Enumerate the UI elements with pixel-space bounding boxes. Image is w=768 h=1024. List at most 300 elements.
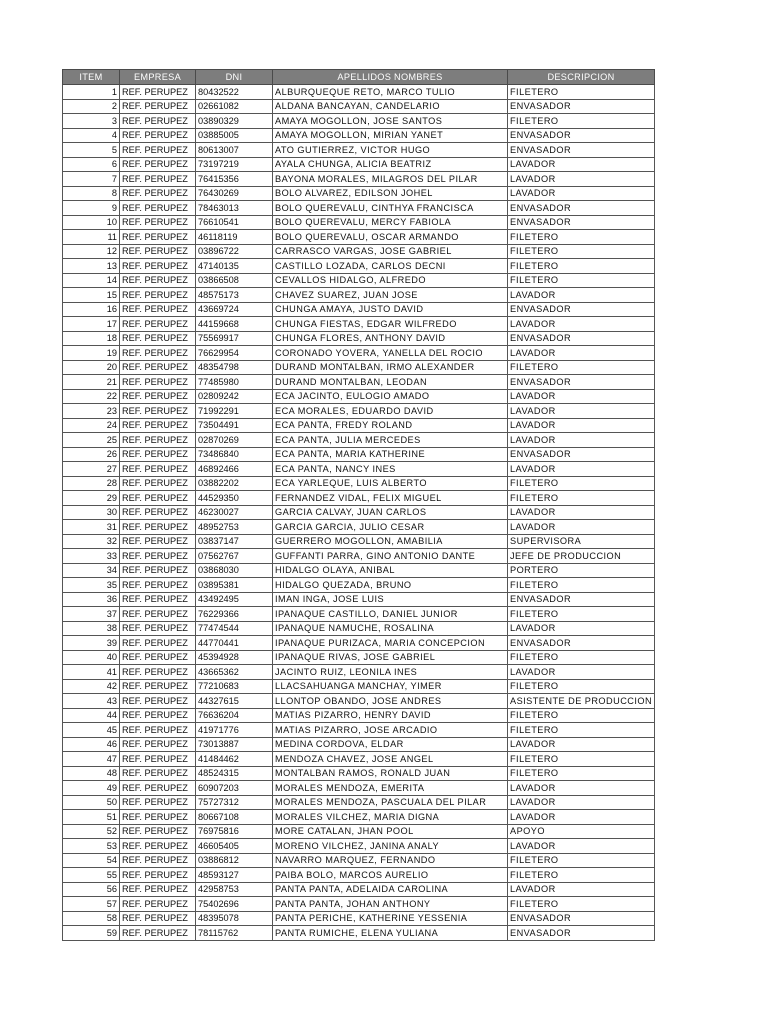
- cell-apellidos-nombres: ATO GUTIERREZ, VICTOR HUGO: [273, 143, 508, 158]
- cell-dni: 02661082: [196, 99, 273, 114]
- cell-descripcion: LAVADOR: [508, 433, 655, 448]
- table-row: [63, 462, 655, 477]
- cell-apellidos-nombres: HIDALGO OLAYA, ANIBAL: [273, 563, 508, 578]
- table-row: [63, 215, 655, 230]
- cell-dni: 47140135: [196, 259, 273, 274]
- cell-item: 2: [63, 99, 120, 114]
- table-row: [63, 650, 655, 665]
- cell-descripcion: SUPERVISORA: [508, 534, 655, 549]
- cell-empresa: REF. PERUPEZ: [120, 331, 196, 346]
- table-row: [63, 563, 655, 578]
- cell-descripcion: LAVADOR: [508, 737, 655, 752]
- table-row: [63, 114, 655, 129]
- cell-item: 7: [63, 172, 120, 187]
- cell-descripcion: LAVADOR: [508, 810, 655, 825]
- cell-empresa: REF. PERUPEZ: [120, 795, 196, 810]
- cell-item: 33: [63, 549, 120, 564]
- cell-descripcion: LAVADOR: [508, 795, 655, 810]
- cell-apellidos-nombres: CHAVEZ SUAREZ, JUAN JOSE: [273, 288, 508, 303]
- cell-item: 59: [63, 926, 120, 941]
- cell-apellidos-nombres: GARCIA GARCIA, JULIO CESAR: [273, 520, 508, 535]
- cell-item: 15: [63, 288, 120, 303]
- cell-descripcion: LAVADOR: [508, 389, 655, 404]
- cell-dni: 77474544: [196, 621, 273, 636]
- cell-descripcion: FILETERO: [508, 766, 655, 781]
- table-row: [63, 259, 655, 274]
- cell-descripcion: FILETERO: [508, 273, 655, 288]
- cell-empresa: REF. PERUPEZ: [120, 621, 196, 636]
- cell-dni: 44159668: [196, 317, 273, 332]
- cell-empresa: REF. PERUPEZ: [120, 215, 196, 230]
- cell-dni: 03896722: [196, 244, 273, 259]
- cell-item: 57: [63, 897, 120, 912]
- cell-empresa: REF. PERUPEZ: [120, 563, 196, 578]
- cell-item: 21: [63, 375, 120, 390]
- cell-empresa: REF. PERUPEZ: [120, 259, 196, 274]
- table-row: [63, 273, 655, 288]
- column-header-item: ITEM: [63, 70, 120, 85]
- cell-item: 32: [63, 534, 120, 549]
- cell-dni: 46605405: [196, 839, 273, 854]
- table-row: [63, 795, 655, 810]
- cell-descripcion: ENVASADOR: [508, 215, 655, 230]
- cell-apellidos-nombres: ECA MORALES, EDUARDO DAVID: [273, 404, 508, 419]
- employee-table: [62, 69, 655, 941]
- cell-dni: 02809242: [196, 389, 273, 404]
- cell-item: 22: [63, 389, 120, 404]
- cell-dni: 45394928: [196, 650, 273, 665]
- cell-item: 18: [63, 331, 120, 346]
- cell-item: 23: [63, 404, 120, 419]
- table-row: [63, 172, 655, 187]
- cell-descripcion: ENVASADOR: [508, 143, 655, 158]
- cell-descripcion: ENVASADOR: [508, 926, 655, 941]
- cell-dni: 76229366: [196, 607, 273, 622]
- cell-item: 14: [63, 273, 120, 288]
- cell-apellidos-nombres: MORALES VILCHEZ, MARIA DIGNA: [273, 810, 508, 825]
- table-row: [63, 549, 655, 564]
- table-row: [63, 766, 655, 781]
- table-row: [63, 288, 655, 303]
- cell-descripcion: FILETERO: [508, 578, 655, 593]
- cell-descripcion: ENVASADOR: [508, 911, 655, 926]
- cell-item: 40: [63, 650, 120, 665]
- cell-empresa: REF. PERUPEZ: [120, 534, 196, 549]
- cell-apellidos-nombres: CORONADO YOVERA, YANELLA DEL ROCIO: [273, 346, 508, 361]
- cell-dni: 03890329: [196, 114, 273, 129]
- column-header-dni: DNI: [196, 70, 273, 85]
- cell-item: 52: [63, 824, 120, 839]
- header-row: [63, 70, 655, 85]
- cell-descripcion: LAVADOR: [508, 665, 655, 680]
- cell-dni: 78463013: [196, 201, 273, 216]
- cell-descripcion: LAVADOR: [508, 317, 655, 332]
- cell-descripcion: LAVADOR: [508, 621, 655, 636]
- cell-apellidos-nombres: BOLO QUEREVALU, MERCY FABIOLA: [273, 215, 508, 230]
- cell-dni: 76415356: [196, 172, 273, 187]
- cell-dni: 03837147: [196, 534, 273, 549]
- table-row: [63, 476, 655, 491]
- cell-dni: 03866508: [196, 273, 273, 288]
- cell-dni: 77485980: [196, 375, 273, 390]
- cell-apellidos-nombres: IPANAQUE PURIZACA, MARIA CONCEPCION: [273, 636, 508, 651]
- cell-empresa: REF. PERUPEZ: [120, 433, 196, 448]
- table-row: [63, 128, 655, 143]
- table-row: [63, 737, 655, 752]
- cell-descripcion: LAVADOR: [508, 288, 655, 303]
- cell-empresa: REF. PERUPEZ: [120, 404, 196, 419]
- cell-apellidos-nombres: ECA PANTA, JULIA MERCEDES: [273, 433, 508, 448]
- table-row: [63, 824, 655, 839]
- cell-item: 27: [63, 462, 120, 477]
- cell-apellidos-nombres: MORENO VILCHEZ, JANINA ANALY: [273, 839, 508, 854]
- cell-dni: 43665362: [196, 665, 273, 680]
- cell-item: 19: [63, 346, 120, 361]
- cell-apellidos-nombres: DURAND MONTALBAN, IRMO ALEXANDER: [273, 360, 508, 375]
- table-row: [63, 157, 655, 172]
- table-row: [63, 404, 655, 419]
- cell-apellidos-nombres: MATIAS PIZARRO, JOSE ARCADIO: [273, 723, 508, 738]
- cell-descripcion: ENVASADOR: [508, 375, 655, 390]
- cell-dni: 48575173: [196, 288, 273, 303]
- cell-apellidos-nombres: LLACSAHUANGA MANCHAY, YIMER: [273, 679, 508, 694]
- cell-apellidos-nombres: IPANAQUE CASTILLO, DANIEL JUNIOR: [273, 607, 508, 622]
- table-row: [63, 346, 655, 361]
- cell-apellidos-nombres: IMAN INGA, JOSE LUIS: [273, 592, 508, 607]
- table-row: [63, 230, 655, 245]
- table-row: [63, 592, 655, 607]
- cell-empresa: REF. PERUPEZ: [120, 607, 196, 622]
- cell-descripcion: FILETERO: [508, 476, 655, 491]
- cell-empresa: REF. PERUPEZ: [120, 737, 196, 752]
- cell-empresa: REF. PERUPEZ: [120, 839, 196, 854]
- cell-dni: 42958753: [196, 882, 273, 897]
- cell-descripcion: LAVADOR: [508, 882, 655, 897]
- cell-item: 38: [63, 621, 120, 636]
- cell-item: 47: [63, 752, 120, 767]
- cell-apellidos-nombres: GARCIA CALVAY, JUAN CARLOS: [273, 505, 508, 520]
- cell-descripcion: FILETERO: [508, 85, 655, 100]
- cell-empresa: REF. PERUPEZ: [120, 665, 196, 680]
- cell-dni: 71992291: [196, 404, 273, 419]
- cell-item: 25: [63, 433, 120, 448]
- cell-item: 30: [63, 505, 120, 520]
- cell-apellidos-nombres: PANTA PANTA, ADELAIDA CAROLINA: [273, 882, 508, 897]
- cell-item: 48: [63, 766, 120, 781]
- cell-apellidos-nombres: PANTA RUMICHE, ELENA YULIANA: [273, 926, 508, 941]
- cell-apellidos-nombres: BAYONA MORALES, MILAGROS DEL PILAR: [273, 172, 508, 187]
- cell-dni: 41971776: [196, 723, 273, 738]
- table-row: [63, 375, 655, 390]
- cell-empresa: REF. PERUPEZ: [120, 868, 196, 883]
- cell-apellidos-nombres: BOLO ALVAREZ, EDILSON JOHEL: [273, 186, 508, 201]
- table-header: [63, 70, 655, 85]
- cell-descripcion: FILETERO: [508, 897, 655, 912]
- cell-item: 41: [63, 665, 120, 680]
- cell-empresa: REF. PERUPEZ: [120, 85, 196, 100]
- cell-descripcion: FILETERO: [508, 230, 655, 245]
- cell-descripcion: ENVASADOR: [508, 302, 655, 317]
- cell-empresa: REF. PERUPEZ: [120, 549, 196, 564]
- cell-empresa: REF. PERUPEZ: [120, 273, 196, 288]
- cell-empresa: REF. PERUPEZ: [120, 520, 196, 535]
- cell-item: 31: [63, 520, 120, 535]
- cell-empresa: REF. PERUPEZ: [120, 302, 196, 317]
- cell-empresa: REF. PERUPEZ: [120, 766, 196, 781]
- cell-dni: 76430269: [196, 186, 273, 201]
- cell-descripcion: ASISTENTE DE PRODUCCION: [508, 694, 655, 709]
- table-row: [63, 143, 655, 158]
- cell-item: 4: [63, 128, 120, 143]
- cell-apellidos-nombres: CHUNGA FLORES, ANTHONY DAVID: [273, 331, 508, 346]
- table-row: [63, 578, 655, 593]
- cell-descripcion: FILETERO: [508, 491, 655, 506]
- cell-apellidos-nombres: PANTA PERICHE, KATHERINE YESSENIA: [273, 911, 508, 926]
- cell-empresa: REF. PERUPEZ: [120, 244, 196, 259]
- cell-empresa: REF. PERUPEZ: [120, 882, 196, 897]
- table-row: [63, 99, 655, 114]
- cell-item: 24: [63, 418, 120, 433]
- cell-descripcion: LAVADOR: [508, 346, 655, 361]
- table-row: [63, 491, 655, 506]
- cell-empresa: REF. PERUPEZ: [120, 491, 196, 506]
- table-row: [63, 418, 655, 433]
- cell-item: 37: [63, 607, 120, 622]
- cell-item: 8: [63, 186, 120, 201]
- cell-descripcion: ENVASADOR: [508, 447, 655, 462]
- cell-dni: 48354798: [196, 360, 273, 375]
- cell-dni: 75569917: [196, 331, 273, 346]
- cell-apellidos-nombres: AMAYA MOGOLLON, JOSE SANTOS: [273, 114, 508, 129]
- cell-item: 46: [63, 737, 120, 752]
- cell-apellidos-nombres: PAIBA BOLO, MARCOS AURELIO: [273, 868, 508, 883]
- table-row: [63, 186, 655, 201]
- cell-apellidos-nombres: BOLO QUEREVALU, CINTHYA FRANCISCA: [273, 201, 508, 216]
- cell-descripcion: LAVADOR: [508, 404, 655, 419]
- cell-empresa: REF. PERUPEZ: [120, 114, 196, 129]
- cell-descripcion: JEFE DE PRODUCCION: [508, 549, 655, 564]
- cell-apellidos-nombres: ECA PANTA, NANCY INES: [273, 462, 508, 477]
- cell-empresa: REF. PERUPEZ: [120, 172, 196, 187]
- cell-item: 36: [63, 592, 120, 607]
- cell-dni: 48395078: [196, 911, 273, 926]
- cell-item: 44: [63, 708, 120, 723]
- cell-item: 45: [63, 723, 120, 738]
- cell-empresa: REF. PERUPEZ: [120, 694, 196, 709]
- cell-item: 49: [63, 781, 120, 796]
- table-row: [63, 447, 655, 462]
- cell-dni: 76629954: [196, 346, 273, 361]
- cell-apellidos-nombres: ECA PANTA, MARIA KATHERINE: [273, 447, 508, 462]
- cell-dni: 43669724: [196, 302, 273, 317]
- cell-empresa: REF. PERUPEZ: [120, 317, 196, 332]
- cell-apellidos-nombres: CEVALLOS HIDALGO, ALFREDO: [273, 273, 508, 288]
- cell-apellidos-nombres: CHUNGA FIESTAS, EDGAR WILFREDO: [273, 317, 508, 332]
- table-row: [63, 621, 655, 636]
- cell-item: 35: [63, 578, 120, 593]
- cell-descripcion: ENVASADOR: [508, 128, 655, 143]
- cell-empresa: REF. PERUPEZ: [120, 708, 196, 723]
- table-row: [63, 636, 655, 651]
- cell-descripcion: FILETERO: [508, 607, 655, 622]
- cell-apellidos-nombres: MEDINA CORDOVA, ELDAR: [273, 737, 508, 752]
- table-body: [63, 85, 655, 941]
- cell-item: 39: [63, 636, 120, 651]
- cell-dni: 02870269: [196, 433, 273, 448]
- table-row: [63, 607, 655, 622]
- cell-descripcion: LAVADOR: [508, 462, 655, 477]
- cell-empresa: REF. PERUPEZ: [120, 128, 196, 143]
- cell-empresa: REF. PERUPEZ: [120, 824, 196, 839]
- cell-apellidos-nombres: PANTA PANTA, JOHAN ANTHONY: [273, 897, 508, 912]
- cell-empresa: REF. PERUPEZ: [120, 462, 196, 477]
- cell-empresa: REF. PERUPEZ: [120, 926, 196, 941]
- table-row: [63, 926, 655, 941]
- table-row: [63, 201, 655, 216]
- cell-dni: 03868030: [196, 563, 273, 578]
- cell-empresa: REF. PERUPEZ: [120, 157, 196, 172]
- cell-descripcion: ENVASADOR: [508, 592, 655, 607]
- column-header-apellidos-nombres: APELLIDOS NOMBRES: [273, 70, 508, 85]
- cell-empresa: REF. PERUPEZ: [120, 679, 196, 694]
- cell-item: 54: [63, 853, 120, 868]
- cell-dni: 78115762: [196, 926, 273, 941]
- cell-empresa: REF. PERUPEZ: [120, 375, 196, 390]
- table-row: [63, 85, 655, 100]
- cell-dni: 73013887: [196, 737, 273, 752]
- cell-item: 20: [63, 360, 120, 375]
- cell-descripcion: LAVADOR: [508, 839, 655, 854]
- cell-dni: 46892466: [196, 462, 273, 477]
- cell-empresa: REF. PERUPEZ: [120, 781, 196, 796]
- cell-item: 34: [63, 563, 120, 578]
- table-row: [63, 868, 655, 883]
- column-header-descripcion: DESCRIPCION: [508, 70, 655, 85]
- cell-item: 50: [63, 795, 120, 810]
- cell-empresa: REF. PERUPEZ: [120, 476, 196, 491]
- cell-descripcion: FILETERO: [508, 114, 655, 129]
- cell-empresa: REF. PERUPEZ: [120, 346, 196, 361]
- cell-descripcion: ENVASADOR: [508, 99, 655, 114]
- cell-apellidos-nombres: HIDALGO QUEZADA, BRUNO: [273, 578, 508, 593]
- cell-item: 29: [63, 491, 120, 506]
- cell-dni: 07562767: [196, 549, 273, 564]
- cell-apellidos-nombres: MORALES MENDOZA, PASCUALA DEL PILAR: [273, 795, 508, 810]
- table-row: [63, 331, 655, 346]
- cell-dni: 46230027: [196, 505, 273, 520]
- cell-dni: 80667108: [196, 810, 273, 825]
- cell-empresa: REF. PERUPEZ: [120, 592, 196, 607]
- cell-dni: 60907203: [196, 781, 273, 796]
- cell-empresa: REF. PERUPEZ: [120, 447, 196, 462]
- cell-apellidos-nombres: AYALA CHUNGA, ALICIA BEATRIZ: [273, 157, 508, 172]
- cell-dni: 75727312: [196, 795, 273, 810]
- cell-apellidos-nombres: FERNANDEZ VIDAL, FELIX MIGUEL: [273, 491, 508, 506]
- cell-dni: 75402696: [196, 897, 273, 912]
- cell-descripcion: FILETERO: [508, 708, 655, 723]
- cell-empresa: REF. PERUPEZ: [120, 911, 196, 926]
- cell-dni: 44770441: [196, 636, 273, 651]
- cell-empresa: REF. PERUPEZ: [120, 288, 196, 303]
- cell-apellidos-nombres: ALDANA BANCAYAN, CANDELARIO: [273, 99, 508, 114]
- table-row: [63, 853, 655, 868]
- cell-apellidos-nombres: MENDOZA CHAVEZ, JOSE ANGEL: [273, 752, 508, 767]
- table-row: [63, 694, 655, 709]
- cell-item: 53: [63, 839, 120, 854]
- table-row: [63, 302, 655, 317]
- cell-descripcion: ENVASADOR: [508, 636, 655, 651]
- cell-descripcion: ENVASADOR: [508, 331, 655, 346]
- cell-apellidos-nombres: ECA PANTA, FREDY ROLAND: [273, 418, 508, 433]
- cell-dni: 76610541: [196, 215, 273, 230]
- cell-empresa: REF. PERUPEZ: [120, 636, 196, 651]
- cell-empresa: REF. PERUPEZ: [120, 810, 196, 825]
- cell-dni: 41484462: [196, 752, 273, 767]
- cell-empresa: REF. PERUPEZ: [120, 897, 196, 912]
- cell-dni: 43492495: [196, 592, 273, 607]
- cell-dni: 73486840: [196, 447, 273, 462]
- cell-item: 42: [63, 679, 120, 694]
- cell-dni: 77210683: [196, 679, 273, 694]
- table-row: [63, 839, 655, 854]
- table-row: [63, 360, 655, 375]
- table-row: [63, 708, 655, 723]
- cell-descripcion: LAVADOR: [508, 418, 655, 433]
- cell-item: 5: [63, 143, 120, 158]
- cell-empresa: REF. PERUPEZ: [120, 853, 196, 868]
- cell-descripcion: FILETERO: [508, 868, 655, 883]
- table-row: [63, 810, 655, 825]
- cell-dni: 44529350: [196, 491, 273, 506]
- cell-apellidos-nombres: NAVARRO MARQUEZ, FERNANDO: [273, 853, 508, 868]
- cell-descripcion: LAVADOR: [508, 505, 655, 520]
- cell-empresa: REF. PERUPEZ: [120, 230, 196, 245]
- cell-item: 1: [63, 85, 120, 100]
- cell-descripcion: FILETERO: [508, 853, 655, 868]
- cell-item: 17: [63, 317, 120, 332]
- cell-item: 56: [63, 882, 120, 897]
- cell-dni: 76975816: [196, 824, 273, 839]
- cell-descripcion: FILETERO: [508, 752, 655, 767]
- table-row: [63, 781, 655, 796]
- table-row: [63, 911, 655, 926]
- cell-apellidos-nombres: CARRASCO VARGAS, JOSE GABRIEL: [273, 244, 508, 259]
- cell-apellidos-nombres: ALBURQUEQUE RETO, MARCO TULIO: [273, 85, 508, 100]
- cell-apellidos-nombres: IPANAQUE NAMUCHE, ROSALINA: [273, 621, 508, 636]
- cell-descripcion: LAVADOR: [508, 520, 655, 535]
- cell-dni: 03895381: [196, 578, 273, 593]
- cell-empresa: REF. PERUPEZ: [120, 578, 196, 593]
- table-row: [63, 723, 655, 738]
- cell-item: 16: [63, 302, 120, 317]
- cell-descripcion: PORTERO: [508, 563, 655, 578]
- table-row: [63, 679, 655, 694]
- cell-empresa: REF. PERUPEZ: [120, 752, 196, 767]
- cell-empresa: REF. PERUPEZ: [120, 723, 196, 738]
- table-row: [63, 389, 655, 404]
- cell-empresa: REF. PERUPEZ: [120, 201, 196, 216]
- cell-apellidos-nombres: AMAYA MOGOLLON, MIRIAN YANET: [273, 128, 508, 143]
- cell-dni: 48952753: [196, 520, 273, 535]
- cell-dni: 48524315: [196, 766, 273, 781]
- cell-apellidos-nombres: CHUNGA AMAYA, JUSTO DAVID: [273, 302, 508, 317]
- cell-item: 11: [63, 230, 120, 245]
- table-row: [63, 317, 655, 332]
- table-row: [63, 897, 655, 912]
- cell-item: 26: [63, 447, 120, 462]
- cell-dni: 73197219: [196, 157, 273, 172]
- cell-dni: 44327615: [196, 694, 273, 709]
